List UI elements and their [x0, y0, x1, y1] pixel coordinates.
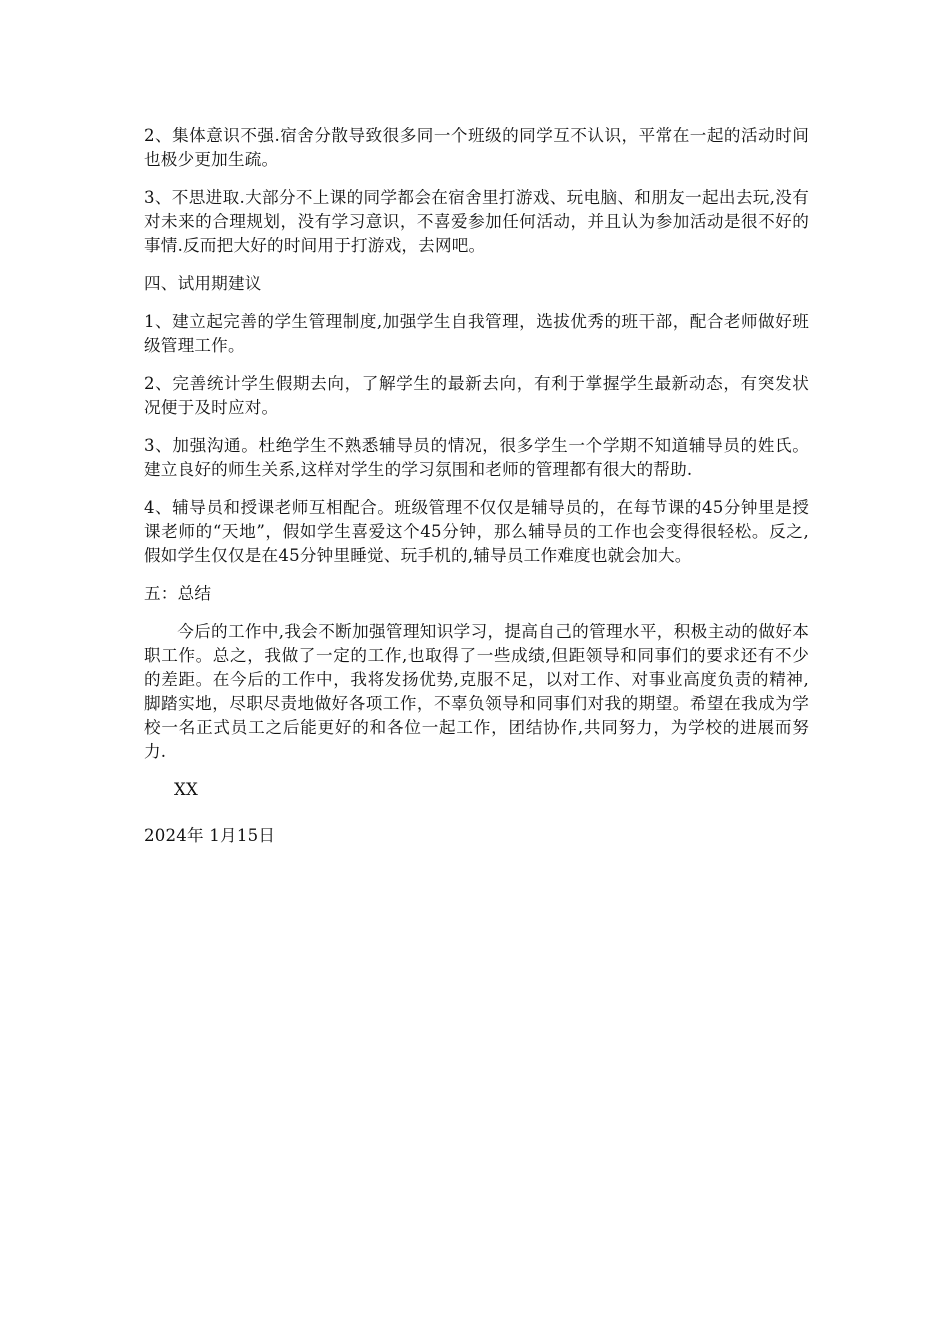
section-heading-suggestions: 四、试用期建议: [144, 274, 262, 293]
suggestion-item-3: 3、加强沟通。杜绝学生不熟悉辅导员的情况，很多学生一个学期不知道辅导员的姓氏。建立良好的师生关系,这样对学生的学习氛围和老师的管理都有很大的帮助.: [144, 436, 809, 479]
section-heading-summary: 五：总结: [144, 584, 212, 603]
summary-paragraph: 今后的工作中,我会不断加强管理知识学习，提高自己的管理水平，积极主动的做好本职工作。总之，我做了一定的工作,也取得了一些成绩,但距领导和同事们的要求还有不少的差距。在今后的工作中，我将发扬优势,克服不足，以对工作、对事业高度负责的精神,脚踏实地，尽职尽责地做好各项工作，不辜负领导和同事们对我的期望。希望在我成为学校一名正式员工之后能更好的和各位一起工作，团结协作,共同努力，为学校的进展而努力.: [144, 622, 809, 761]
paragraph-collective-awareness: 2、集体意识不强.宿舍分散导致很多同一个班级的同学互不认识，平常在一起的活动时间也极少更加生疏。: [144, 126, 809, 169]
suggestion-item-1: 1、建立起完善的学生管理制度,加强学生自我管理，选拔优秀的班干部，配合老师做好班级管理工作。: [144, 312, 809, 355]
suggestion-item-2: 2、完善统计学生假期去向，了解学生的最新去向，有利于掌握学生最新动态，有突发状况便于及时应对。: [144, 374, 809, 417]
suggestion-item-4: 4、辅导员和授课老师互相配合。班级管理不仅仅是辅导员的，在每节课的45分钟里是授课老师的“天地”，假如学生喜爱这个45分钟，那么辅导员的工作也会变得很轻松。反之,假如学生仅仅是在45分钟里睡觉、玩手机的,辅导员工作难度也就会加大。: [144, 498, 809, 565]
signature: XX: [174, 780, 199, 799]
document-date: 2024年 1月15日: [144, 826, 276, 845]
document-body: [144, 124, 809, 848]
paragraph-lack-of-ambition: 3、不思进取.大部分不上课的同学都会在宿舍里打游戏、玩电脑、和朋友一起出去玩,没有对未来的合理规划，没有学习意识，不喜爱参加任何活动，并且认为参加活动是很不好的事情.反而把大好的时间用于打游戏，去网吧。: [144, 188, 809, 255]
